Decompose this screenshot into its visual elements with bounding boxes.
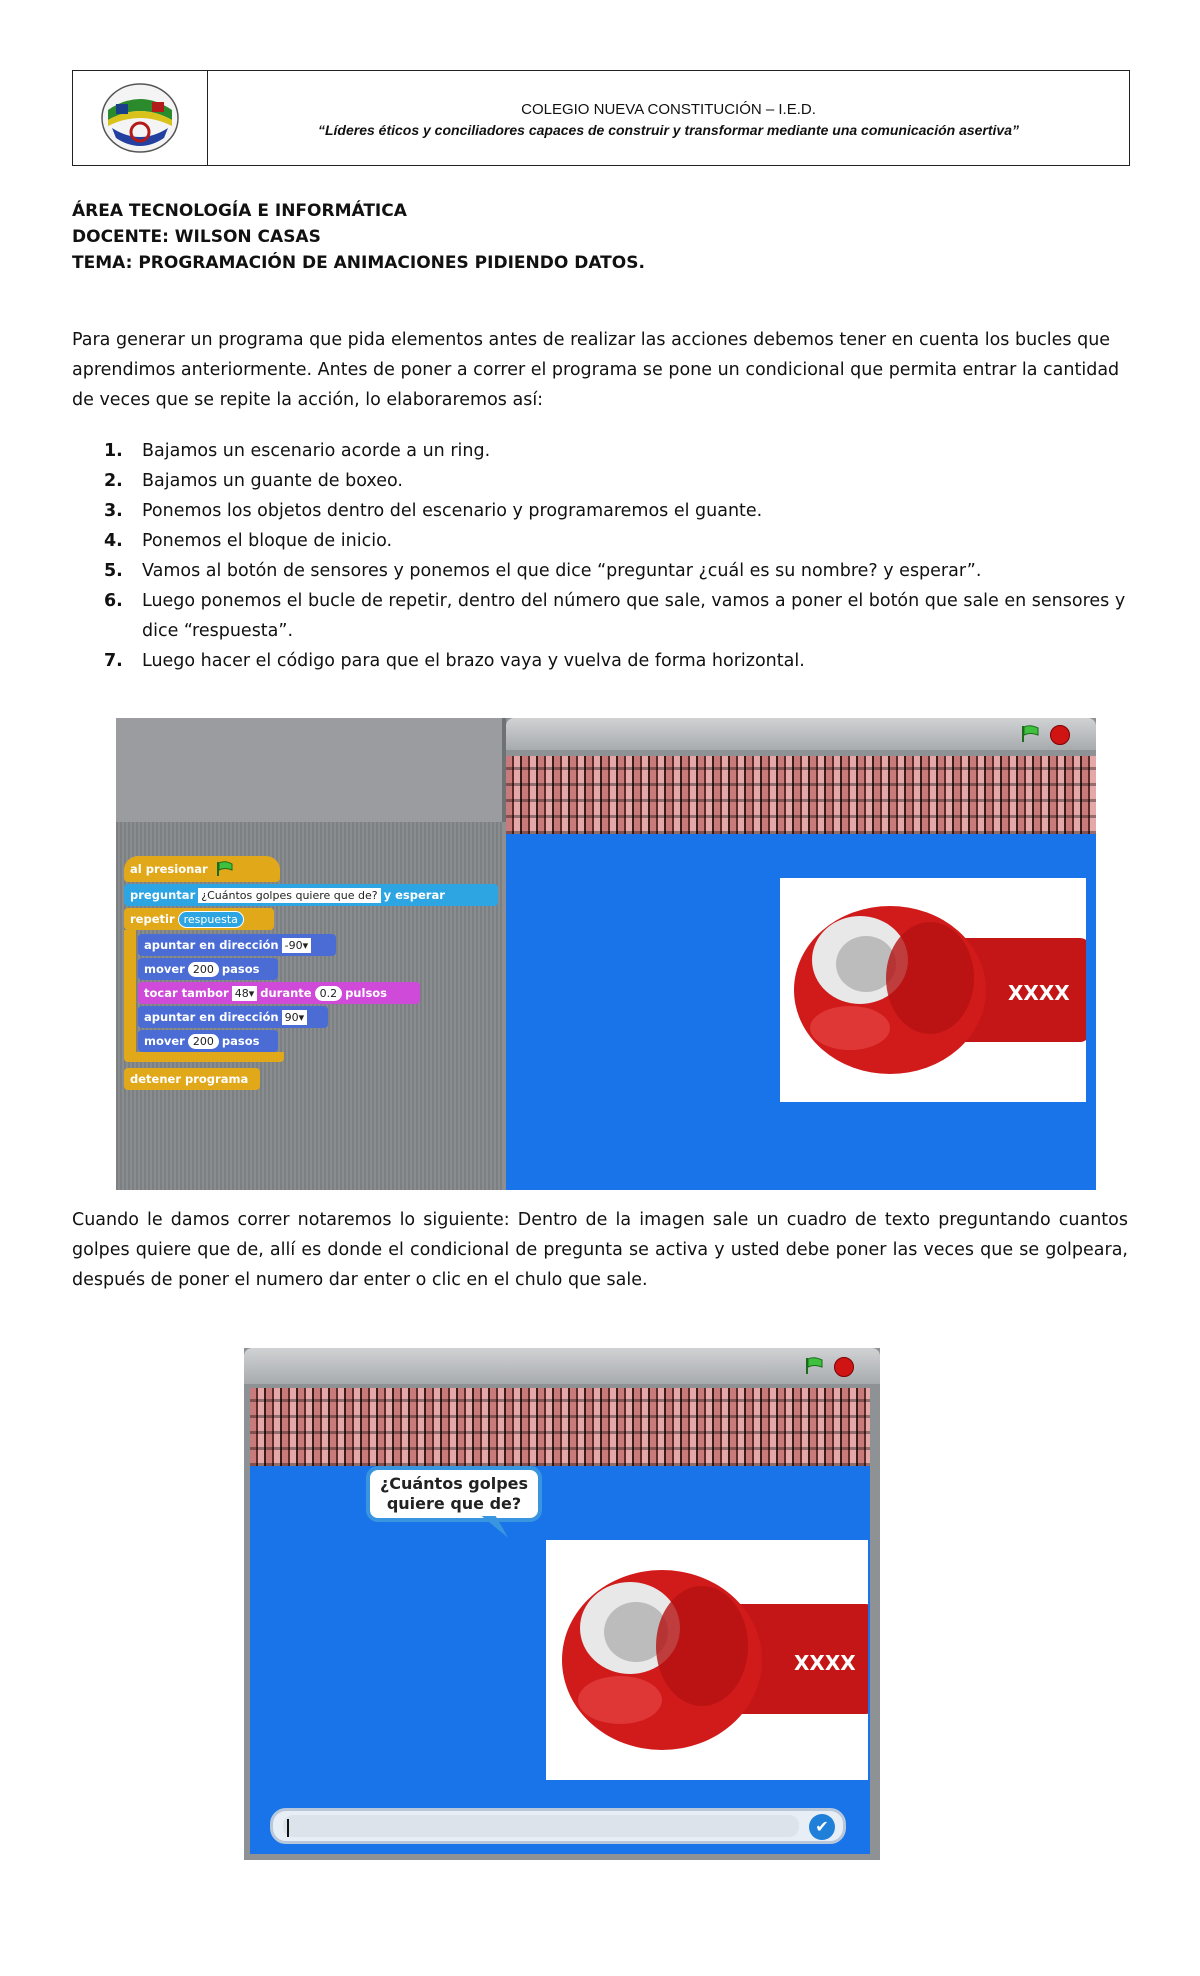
repeat-block-arm — [124, 930, 136, 1054]
scripts-area — [116, 822, 502, 1190]
speech-bubble: ¿Cuántos golpes quiere que de? — [366, 1466, 542, 1522]
ring-background — [250, 1388, 870, 1466]
move-steps-block[interactable]: mover 200 pasos — [138, 958, 278, 980]
stage-toolbar — [244, 1348, 880, 1384]
area-line: ÁREA TECNOLOGÍA E INFORMÁTICA — [72, 201, 407, 221]
check-icon[interactable]: ✔ — [809, 1814, 835, 1840]
steps-list — [104, 436, 1134, 676]
header-text — [208, 71, 1129, 165]
answer-reporter[interactable]: respuesta — [178, 911, 244, 928]
document-meta — [72, 198, 645, 276]
teacher-line: DOCENTE: WILSON CASAS — [72, 227, 321, 247]
ask-and-wait-block[interactable]: preguntar ¿Cuántos golpes quiere que de? y esperar — [124, 884, 498, 906]
list-item: 3. Ponemos los objetos dentro del escenario y programaremos el guante. — [104, 501, 763, 521]
stop-all-block[interactable]: detener programa — [124, 1068, 260, 1090]
palette-area — [116, 718, 506, 822]
list-item: 6. Luego ponemos el bucle de repetir, dentro del número que sale, vamos a poner el botón que sale en sensores y dice “respuesta”. — [104, 591, 1126, 641]
school-motto: “Líderes éticos y conciliadores capaces de construir y transformar mediante una comunicación asertiva” — [317, 122, 1020, 138]
intro-paragraph: Para generar un programa que pida elementos antes de realizar las acciones debemos tener en cuenta los bucles que aprendimos anteriormente. Antes de poner a correr el programa se pone un condicional que permita entrar la cantidad de veces que se repite la acción, lo elaboraremos así: — [72, 330, 1120, 410]
green-flag-icon[interactable] — [804, 1357, 824, 1375]
list-item: 2. Bajamos un guante de boxeo. — [104, 471, 403, 491]
text-caret — [287, 1819, 289, 1837]
stop-icon[interactable] — [834, 1357, 854, 1377]
green-flag-icon — [216, 861, 234, 877]
repeat-block-end — [124, 1052, 284, 1062]
point-direction-block[interactable]: apuntar en dirección -90▾ — [138, 934, 336, 956]
scratch-editor-screenshot — [116, 718, 1096, 1190]
school-logo — [73, 71, 208, 165]
answer-bar — [270, 1808, 846, 1844]
glove-sprite[interactable] — [780, 878, 1086, 1102]
move-steps-block[interactable]: mover 200 pasos — [138, 1030, 278, 1052]
explanation-paragraph: Cuando le damos correr notaremos lo siguiente: Dentro de la imagen sale un cuadro de texto preguntando cuantos golpes quiere que de, allí es donde el condicional de pregunta se activa y usted debe poner las veces que se golpeara, después de poner el numero dar enter o clic en el chulo que sale. — [72, 1210, 1128, 1290]
topic-line: TEMA: PROGRAMACIÓN DE ANIMACIONES PIDIENDO DATOS. — [72, 253, 645, 273]
stage-toolbar — [506, 718, 1096, 750]
glove-lettering: XXXX — [794, 1651, 856, 1675]
list-item: 5. Vamos al botón de sensores y ponemos el que dice “preguntar ¿cuál es su nombre? y esperar”. — [104, 561, 982, 581]
green-flag-icon[interactable] — [1020, 725, 1040, 743]
answer-input[interactable] — [283, 1815, 799, 1837]
repeat-block[interactable]: repetir respuesta — [124, 908, 274, 930]
scratch-stage-screenshot — [244, 1348, 880, 1860]
when-flag-block[interactable]: al presionar — [124, 856, 280, 882]
ring-background — [506, 756, 1096, 834]
school-name: COLEGIO NUEVA CONSTITUCIÓN – I.E.D. — [521, 101, 816, 118]
list-item: 4. Ponemos el bloque de inicio. — [104, 531, 393, 551]
school-header — [72, 70, 1130, 166]
stage-panel — [506, 718, 1096, 1190]
boxing-glove-icon — [546, 1540, 868, 1780]
point-direction-block[interactable]: apuntar en dirección 90▾ — [138, 1006, 328, 1028]
stage-area — [506, 834, 1096, 1190]
list-item: 1. Bajamos un escenario acorde a un ring. — [104, 441, 491, 461]
list-item: 7. Luego hacer el código para que el brazo vaya y vuelva de forma horizontal. — [104, 651, 805, 671]
stop-icon[interactable] — [1050, 725, 1070, 745]
glove-lettering: XXXX — [1008, 981, 1070, 1005]
boxing-glove-icon — [780, 878, 1086, 1102]
glove-sprite[interactable] — [546, 1540, 868, 1780]
play-drum-block[interactable]: tocar tambor 48▾ durante 0.2 pulsos — [138, 982, 420, 1004]
